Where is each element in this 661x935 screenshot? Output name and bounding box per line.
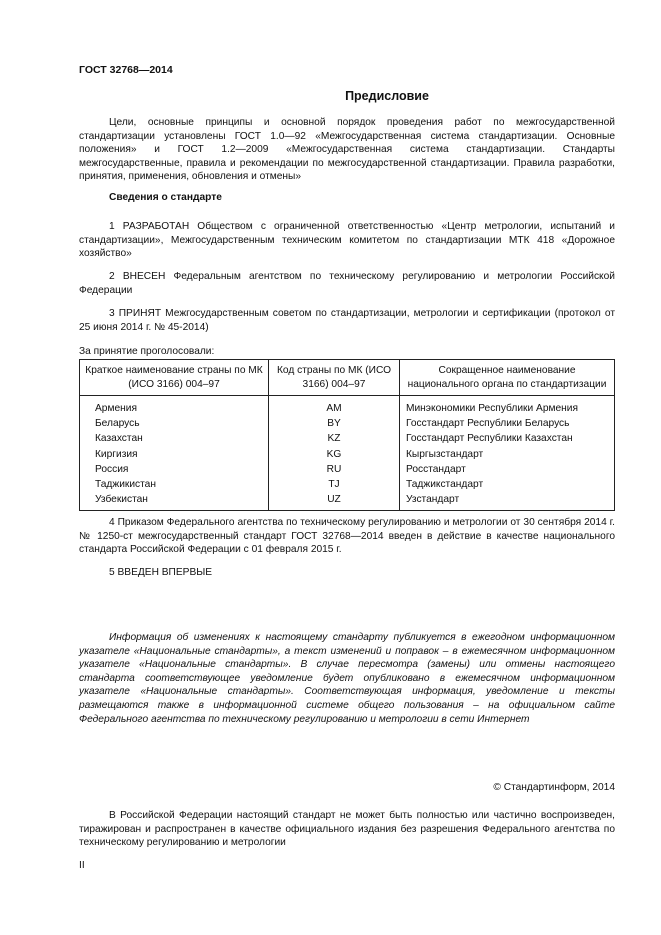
- table-row: [80, 447, 615, 462]
- table-cell-body: Узстандарт: [400, 492, 615, 511]
- item-3: 3 ПРИНЯТ Межгосударственным советом по стандартизации, метрологии и сертификации (протокол от 25 июня 2014 г. № 45-2014): [79, 308, 615, 333]
- table-cell-code: RU: [269, 462, 400, 477]
- table-cell-code: KZ: [269, 431, 400, 446]
- table-cell-body: Госстандарт Республики Казахстан: [400, 431, 615, 446]
- table-cell-country: Таджикистан: [80, 477, 269, 492]
- page-title-text: Предисловие: [345, 89, 429, 103]
- votes-table: [79, 359, 615, 511]
- item-4: 4 Приказом Федерального агентства по техническому регулированию и метрологии от 30 сентября 2014 г. № 1250-ст межгосударственный стандарт ГОСТ 32768—2014 введен в действие в качестве национального стандарта Российской Федерации с 01 февраля 2015 г.: [79, 517, 615, 556]
- table-cell-body: Кыргызстандарт: [400, 447, 615, 462]
- table-cell-code: TJ: [269, 477, 400, 492]
- info-heading: Сведения о стандарте: [109, 192, 222, 203]
- table-row: [80, 477, 615, 492]
- table-cell-country: Беларусь: [80, 416, 269, 431]
- table-cell-code: AM: [269, 396, 400, 417]
- table-cell-country: Армения: [80, 396, 269, 417]
- copyright: © Стандартинформ, 2014: [493, 782, 615, 793]
- table-cell-country: Узбекистан: [80, 492, 269, 511]
- table-cell-code: KG: [269, 447, 400, 462]
- table-row: [80, 396, 615, 417]
- table-cell-body: Таджикстандарт: [400, 477, 615, 492]
- table-header-country: Краткое наименование страны по МК (ИСО 3166) 004–97: [80, 360, 269, 396]
- table-cell-body: Госстандарт Республики Беларусь: [400, 416, 615, 431]
- page-number: II: [79, 860, 85, 871]
- table-cell-code: BY: [269, 416, 400, 431]
- table-cell-code: UZ: [269, 492, 400, 511]
- vote-label: За принятие проголосовали:: [79, 346, 215, 357]
- table-row: [80, 416, 615, 431]
- table-row: [80, 492, 615, 511]
- table-header-code: Код страны по МК (ИСО 3166) 004–97: [269, 360, 400, 396]
- item-2: 2 ВНЕСЕН Федеральным агентством по техническому регулированию и метрологии Российской Федерации: [79, 271, 615, 296]
- table-cell-country: Казахстан: [80, 431, 269, 446]
- table-cell-body: Росстандарт: [400, 462, 615, 477]
- table-row: [80, 462, 615, 477]
- intro-paragraph: Цели, основные принципы и основной порядок проведения работ по межгосударственной стандартизации установлены ГОСТ 1.0—92 «Межгосударственная система стандартизации. Основные положения» и ГОСТ 1.2—2009 «Межгосударственная система стандартизации. Стандарты межгосударственные, правила и рекомендации по межгосударственной стандартизации. Правила разработки, принятия, применения, обновления и отмены»: [79, 117, 615, 183]
- table-cell-country: Киргизия: [80, 447, 269, 462]
- item-5: 5 ВВЕДЕН ВПЕРВЫЕ: [109, 567, 213, 578]
- table-cell-country: Россия: [80, 462, 269, 477]
- page-title: [79, 89, 615, 103]
- table-header-body: Сокращенное наименование национального органа по стандартизации: [400, 360, 615, 396]
- legal-paragraph: В Российской Федерации настоящий стандарт не может быть полностью или частично воспроизведен, тиражирован и распространен в качестве официального издания без разрешения Федерального агентства по техническому регулированию и метрологии: [79, 810, 615, 849]
- document-id: ГОСТ 32768—2014: [79, 64, 173, 76]
- table-row: [80, 431, 615, 446]
- notice-paragraph: Информация об изменениях к настоящему стандарту публикуется в ежегодном информационном указателе «Национальные стандарты», а текст изменений и поправок – в ежемесячном информационном указателе «Национальные стандарты». В случае пересмотра (замены) или отмены настоящего стандарта соответствующее уведомление будет опубликовано в ежемесячном информационном указателе «Национальные стандарты». Соответствующая информация, уведомление и тексты размещаются также в информационной системе общего пользования – на официальном сайте Федерального агентства по техническому регулированию и метрологии в сети Интернет: [79, 632, 615, 725]
- table-header-row: [80, 360, 615, 396]
- item-1: 1 РАЗРАБОТАН Обществом с ограниченной ответственностью «Центр метрологии, испытаний и стандартизации», Межгосударственным техническим комитетом по стандартизации МТК 418 «Дорожное хозяйство»: [79, 221, 615, 260]
- table-cell-body: Минэкономики Республики Армения: [400, 396, 615, 417]
